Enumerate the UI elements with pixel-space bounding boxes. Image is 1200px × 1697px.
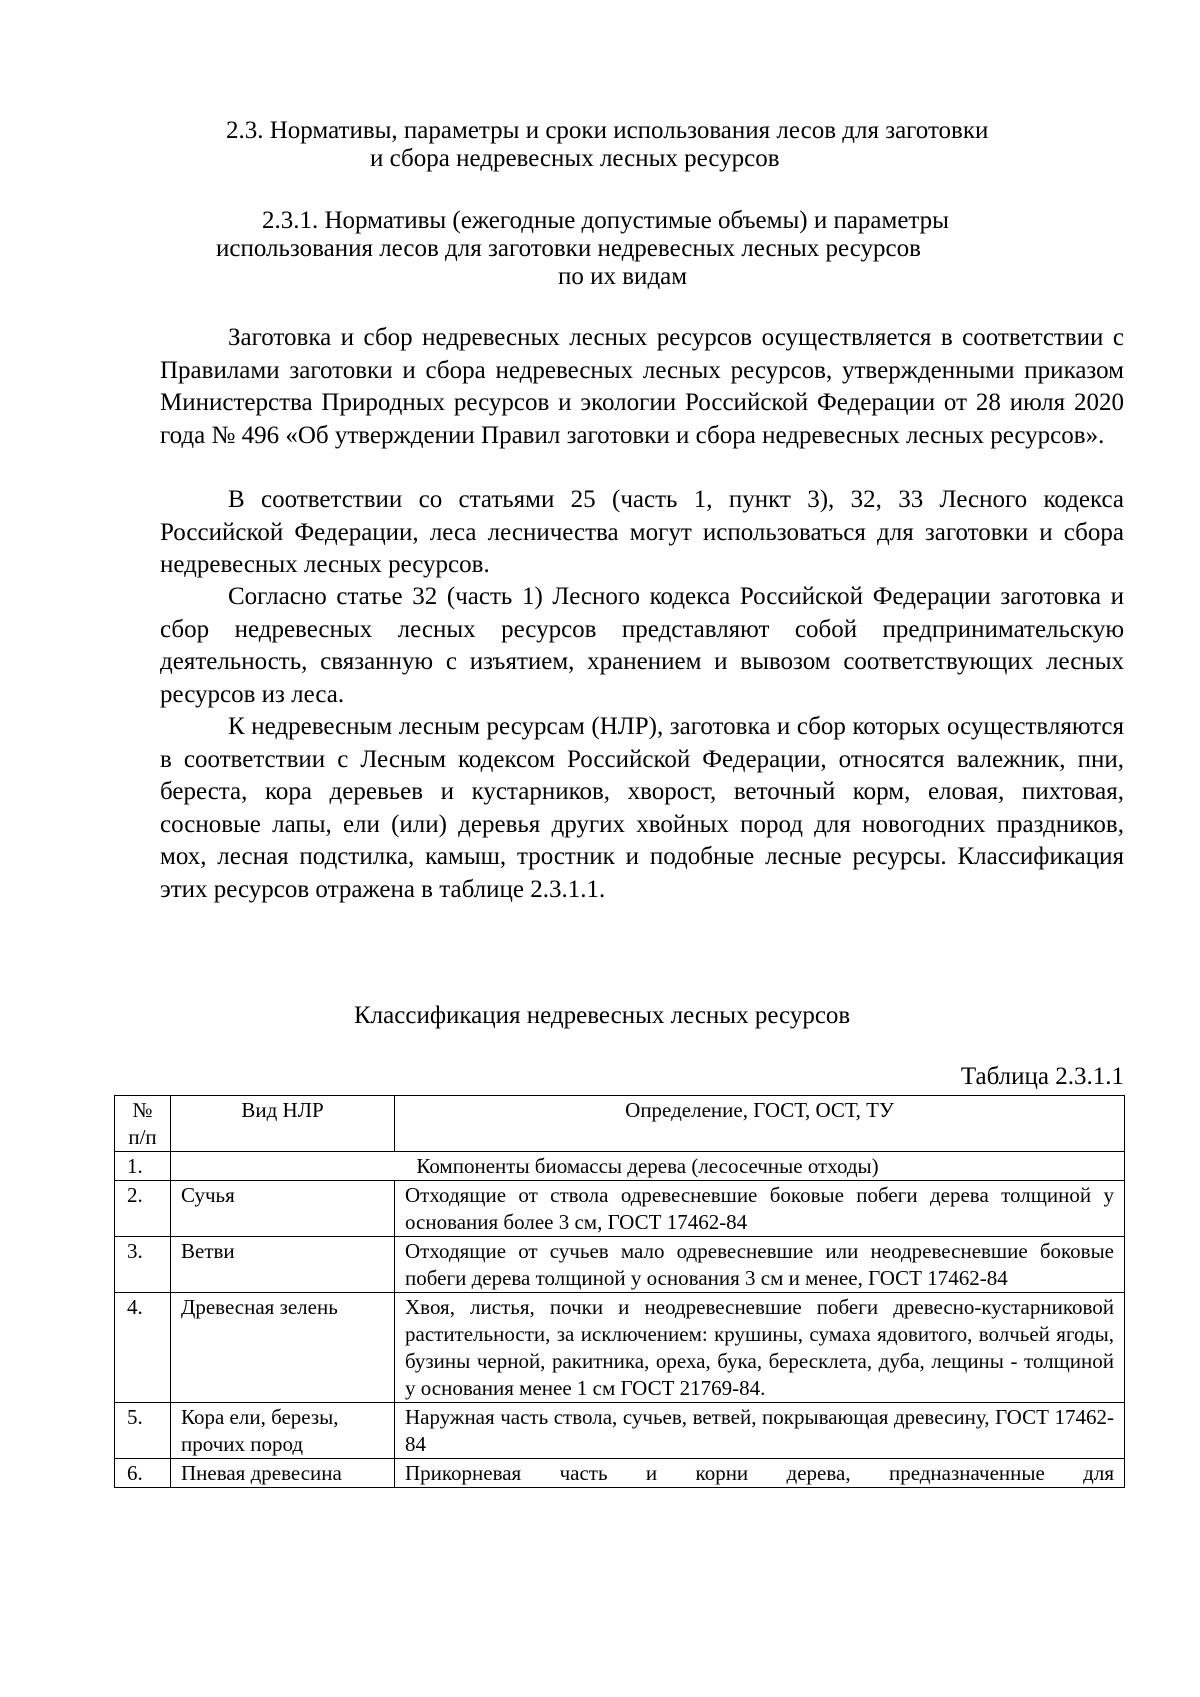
paragraph-3: Согласно статье 32 (часть 1) Лесного кодекса Российской Федерации заготовка и сбор недревесных лесных ресурсов представляют собой предпринимательскую деятельность, связанную с изъятием, хранением и вывозом соответствующих лесных ресурсов из леса. (160, 583, 1124, 708)
table-row (115, 1237, 1125, 1293)
section-heading-line-2: и сбора недревесных лесных ресурсов (370, 145, 780, 172)
paragraph-2: В соответствии со статьями 25 (часть 1, пункт 3), 32, 33 Лесного кодекса Российской Федерации, леса лесничества могут использоваться для заготовки и сбора недревесных лесных ресурсов. (160, 486, 1124, 578)
row-kind: Сучья (171, 1181, 395, 1237)
row-number: 1. (115, 1152, 171, 1181)
row-number: 6. (115, 1459, 171, 1488)
table-label: Таблица 2.3.1.1 (960, 1063, 1124, 1090)
row-definition: Прикорневая часть и корни дерева, предназначенные для (395, 1459, 1125, 1488)
table-row (115, 1152, 1125, 1181)
row-number: 2. (115, 1181, 171, 1237)
header-definition: Определение, ГОСТ, ОСТ, ТУ (395, 1096, 1125, 1152)
row-definition: Хвоя, листья, почки и неодревесневшие побеги древесно-кустарниковой растительности, за исключением: крушины, сумаха ядовитого, волчьей ягоды, бузины черной, ракитника, ореха, бука, бересклета, дуба, лещины - толщиной у основания менее 1 см ГОСТ 21769-84. (395, 1293, 1125, 1403)
group-heading-cell: Компоненты биомассы дерева (лесосечные отходы) (171, 1152, 1125, 1181)
paragraph-4: К недревесным лесным ресурсам (НЛР), заготовка и сбор которых осуществляются в соответствии с Лесным кодексом Российской Федерации, относятся валежник, пни, береста, кора деревьев и кустарников, хворост, веточный корм, еловая, пихтовая, сосновые лапы, ели (или) деревья других хвойных пород для новогодних праздников, мох, лесная подстилка, камыш, тростник и подобные лесные ресурсы. Классификация этих ресурсов отражена в таблице 2.3.1.1. (160, 713, 1124, 903)
row-kind: Кора ели, березы, прочих пород (171, 1403, 395, 1459)
table-row (115, 1403, 1125, 1459)
table-row (115, 1181, 1125, 1237)
row-number: 5. (115, 1403, 171, 1459)
row-kind: Пневая древесина (171, 1459, 395, 1488)
table-row (115, 1293, 1125, 1403)
row-definition: Наружная часть ствола, сучьев, ветвей, покрывающая древесину, ГОСТ 17462-84 (395, 1403, 1125, 1459)
row-kind: Древесная зелень (171, 1293, 395, 1403)
subsection-heading-line-1: 2.3.1. Нормативы (ежегодные допустимые объемы) и параметры (262, 207, 949, 234)
row-definition: Отходящие от ствола одревесневшие боковые побеги дерева толщиной у основания более 3 см, ГОСТ 17462-84 (395, 1181, 1125, 1237)
table-row (115, 1459, 1125, 1488)
subsection-heading-line-3: по их видам (558, 263, 688, 290)
section-heading-line-1: 2.3. Нормативы, параметры и сроки использования лесов для заготовки (226, 117, 989, 144)
row-number: 4. (115, 1293, 171, 1403)
nlr-classification-table (114, 1095, 1125, 1488)
header-number: № п/п (115, 1096, 171, 1152)
row-number: 3. (115, 1237, 171, 1293)
paragraph-1: Заготовка и сбор недревесных лесных ресурсов осуществляется в соответствии с Правилами заготовки и сбора недревесных лесных ресурсов, утвержденными приказом Министерства Природных ресурсов и экологии Российской Федерации от 28 июля 2020 года № 496 «Об утверждении Правил заготовки и сбора недревесных лесных ресурсов». (160, 324, 1124, 449)
row-kind: Ветви (171, 1237, 395, 1293)
header-kind: Вид НЛР (171, 1096, 395, 1152)
row-definition: Отходящие от сучьев мало одревесневшие или неодревесневшие боковые побеги дерева толщиной у основания 3 см и менее, ГОСТ 17462-84 (395, 1237, 1125, 1293)
subsection-heading-line-2: использования лесов для заготовки недревесных лесных ресурсов (216, 235, 921, 262)
table-header-row (115, 1096, 1125, 1152)
table-caption: Классификация недревесных лесных ресурсов (354, 1002, 851, 1029)
